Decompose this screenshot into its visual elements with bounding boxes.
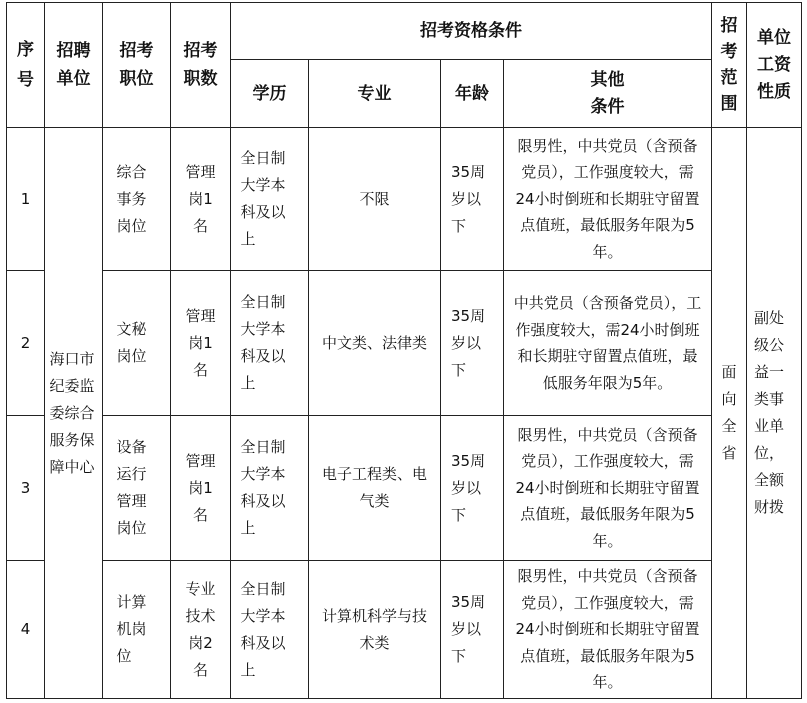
row-education: 全日制大学本科及以上: [231, 128, 309, 271]
header-other: 其他条件: [504, 60, 712, 128]
row-other: 中共党员（含预备党员），工作强度较大，需24小时倒班和长期驻守留置点值班，最低服务年限为5年。: [504, 271, 712, 416]
header-scope: 招考范围: [712, 3, 747, 128]
row-other: 限男性，中共党员（含预备党员），工作强度较大，需24小时倒班和长期驻守留置点值班，最低服务年限为5年。: [504, 416, 712, 561]
row-age: 35周岁以下: [441, 416, 504, 561]
row-index: 1: [7, 128, 45, 271]
row-other: 限男性，中共党员（含预备党员），工作强度较大，需24小时倒班和长期驻守留置点值班，最低服务年限为5年。: [504, 128, 712, 271]
header-age: 年龄: [441, 60, 504, 128]
row-count: 管理岗1名: [171, 128, 231, 271]
row-education: 全日制大学本科及以上: [231, 416, 309, 561]
table-row: [7, 561, 802, 699]
row-major: 电子工程类、电气类: [309, 416, 441, 561]
header-qualifications: 招考资格条件: [231, 3, 712, 60]
row-count: 管理岗1名: [171, 416, 231, 561]
row-position: 文秘岗位: [103, 271, 171, 416]
table-row: [7, 271, 802, 416]
row-count: 管理岗1名: [171, 271, 231, 416]
row-education: 全日制大学本科及以上: [231, 561, 309, 699]
header-unit-nature: 单位工资性质: [747, 3, 802, 128]
unit-nature-cell: 副处级公益一类事业单位，全额财拨: [747, 128, 802, 699]
row-education: 全日制大学本科及以上: [231, 271, 309, 416]
row-other: 限男性，中共党员（含预备党员），工作强度较大，需24小时倒班和长期驻守留置点值班，最低服务年限为5年。: [504, 561, 712, 699]
header-education: 学历: [231, 60, 309, 128]
table-row: [7, 128, 802, 271]
row-index: 4: [7, 561, 45, 699]
header-row-top: [7, 3, 802, 60]
row-age: 35周岁以下: [441, 561, 504, 699]
recruitment-table: [6, 2, 802, 699]
header-position: 招考职位: [103, 3, 171, 128]
header-index: 序号: [7, 3, 45, 128]
row-major: 计算机科学与技术类: [309, 561, 441, 699]
header-count: 招考职数: [171, 3, 231, 128]
row-major: 不限: [309, 128, 441, 271]
row-index: 3: [7, 416, 45, 561]
row-age: 35周岁以下: [441, 128, 504, 271]
table-row: [7, 416, 802, 561]
row-major: 中文类、法律类: [309, 271, 441, 416]
row-position: 计算机岗位: [103, 561, 171, 699]
row-index: 2: [7, 271, 45, 416]
row-position: 设备运行管理岗位: [103, 416, 171, 561]
unit-name-cell: 海口市纪委监委综合服务保障中心: [45, 128, 103, 699]
header-major: 专业: [309, 60, 441, 128]
header-unit: 招聘单位: [45, 3, 103, 128]
scope-cell: 面向全省: [712, 128, 747, 699]
row-position: 综合事务岗位: [103, 128, 171, 271]
row-count: 专业技术岗2名: [171, 561, 231, 699]
row-age: 35周岁以下: [441, 271, 504, 416]
